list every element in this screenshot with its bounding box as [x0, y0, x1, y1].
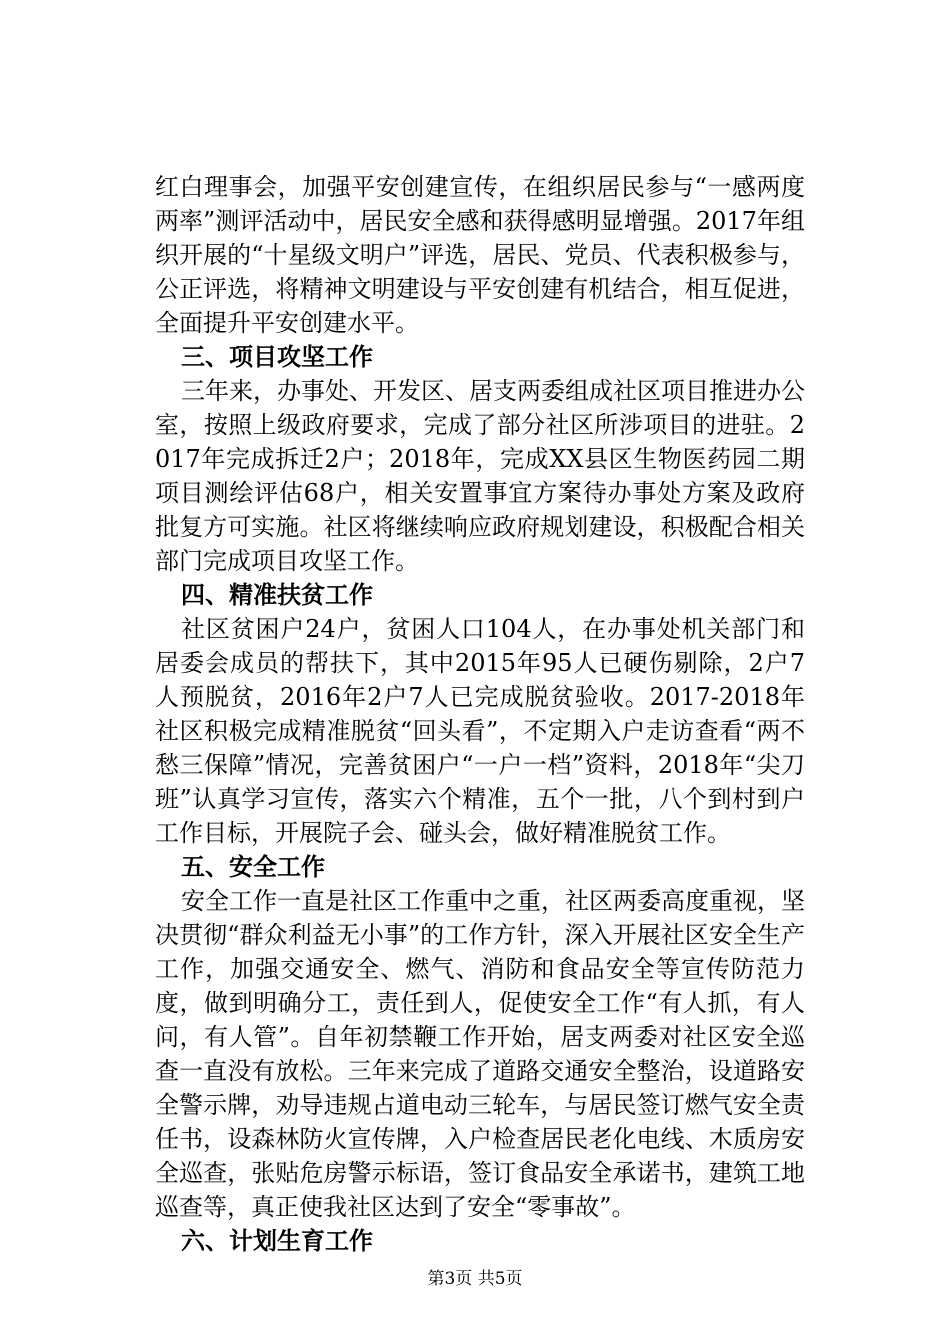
body-paragraph: 社区贫困户24户，贫困人口104人，在办事处机关部门和居委会成员的帮扶下，其中2015年95人已硬伤剔除，2户7人预脱贫，2016年2户7人已完成脱贫验收。2017-2018年社区积极完成精准脱贫“回头看”，不定期入户走访查看“两不愁三保障”情况，完善贫困户“一户一档”资料，2018年“尖刀班”认真学习宣传，落实六个精准，五个一批，八个到村到户工作目标，开展院子会、碰头会，做好精准脱贫工作。	[155, 615, 805, 847]
section-heading: 四、精准扶贫工作	[181, 581, 373, 609]
section-heading: 三、项目攻坚工作	[181, 343, 373, 371]
body-paragraph: 安全工作一直是社区工作重中之重，社区两委高度重视，坚决贯彻“群众利益无小事”的工作方针，深入开展社区安全生产工作，加强交通安全、燃气、消防和食品安全等宣传防范力度，做到明确分工，责任到人，促使安全工作“有人抓，有人问，有人管”。自年初禁鞭工作开始，居支两委对社区安全巡查一直没有放松。三年来完成了道路交通安全整治，设道路安全警示牌，劝导违规占道电动三轮车，与居民签订燃气安全责任书，设森林防火宣传牌，入户检查居民老化电线、木质房安全巡查，张贴危房警示标语，签订食品安全承诺书，建筑工地巡查等，真正使我社区达到了安全“零事故”。	[155, 887, 805, 1221]
section-heading: 五、安全工作	[181, 853, 325, 881]
page-footer: 第3页 共5页	[427, 1269, 523, 1289]
section-heading: 六、计划生育工作	[181, 1227, 373, 1255]
body-paragraph: 三年来，办事处、开发区、居支两委组成社区项目推进办公室，按照上级政府要求，完成了部分社区所涉项目的进驻。2017年完成拆迁2户；2018年，完成XX县区生物医药园二期项目测绘评估68户，相关安置事宜方案待办事处方案及政府批复方可实施。社区将继续响应政府规划建设，积极配合相关部门完成项目攻坚工作。	[155, 377, 805, 575]
body-paragraph: 红白理事会，加强平安创建宣传，在组织居民参与“一感两度两率”测评活动中，居民安全感和获得感明显增强。2017年组织开展的“十星级文明户”评选，居民、党员、代表积极参与，公正评选，将精神文明建设与平安创建有机结合，相互促进，全面提升平安创建水平。	[155, 173, 805, 337]
document-body	[155, 170, 805, 1258]
